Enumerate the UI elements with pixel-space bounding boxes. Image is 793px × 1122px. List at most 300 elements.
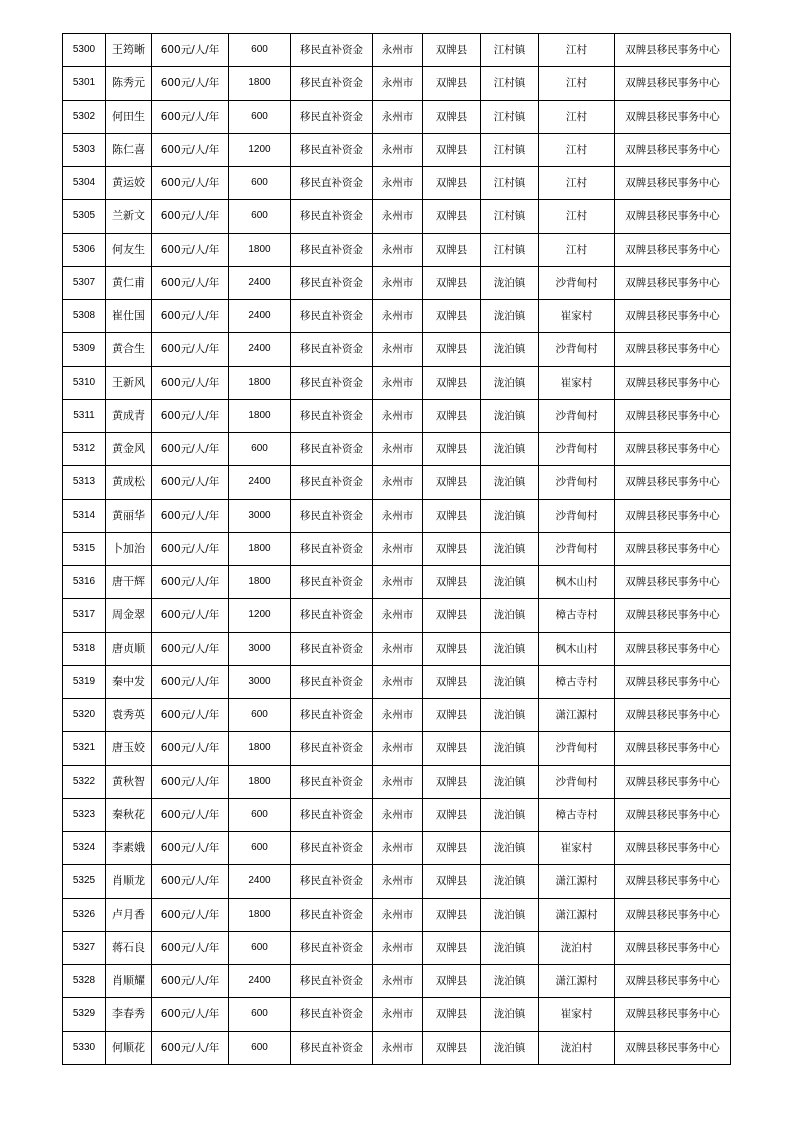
table-row: [63, 34, 731, 67]
person-name-cell: 袁秀英: [106, 699, 152, 732]
county-cell: 双牌县: [423, 233, 481, 266]
person-name-cell: 李春秀: [106, 998, 152, 1031]
village-cell: 樟古寺村: [539, 798, 615, 831]
city-cell: 永州市: [373, 133, 423, 166]
person-name-cell: 黄秋智: [106, 765, 152, 798]
city-cell: 永州市: [373, 300, 423, 333]
table-row: [63, 100, 731, 133]
fund-type-cell: 移民直补资金: [291, 998, 373, 1031]
table-row: [63, 67, 731, 100]
person-name-cell: 崔仕国: [106, 300, 152, 333]
subsidy-table: [62, 33, 731, 1065]
table-row: [63, 965, 731, 998]
table-row: [63, 366, 731, 399]
village-cell: 江村: [539, 233, 615, 266]
county-cell: 双牌县: [423, 798, 481, 831]
fund-type-cell: 移民直补资金: [291, 865, 373, 898]
county-cell: 双牌县: [423, 965, 481, 998]
fund-type-cell: 移民直补资金: [291, 765, 373, 798]
town-cell: 泷泊镇: [481, 1031, 539, 1064]
amount-cell: 600: [229, 100, 291, 133]
amount-cell: 1800: [229, 399, 291, 432]
table-row: [63, 200, 731, 233]
person-name-cell: 黄合生: [106, 333, 152, 366]
subsidy-standard-cell: 600元/人/年: [152, 167, 229, 200]
city-cell: 永州市: [373, 632, 423, 665]
city-cell: 永州市: [373, 765, 423, 798]
person-name-cell: 蒋石良: [106, 931, 152, 964]
person-name-cell: 王新风: [106, 366, 152, 399]
issuing-agency-cell: 双牌县移民事务中心: [615, 765, 731, 798]
county-cell: 双牌县: [423, 931, 481, 964]
row-number-cell: 5325: [63, 865, 106, 898]
amount-cell: 1800: [229, 67, 291, 100]
issuing-agency-cell: 双牌县移民事务中心: [615, 865, 731, 898]
county-cell: 双牌县: [423, 67, 481, 100]
table-row: [63, 532, 731, 565]
fund-type-cell: 移民直补资金: [291, 399, 373, 432]
fund-type-cell: 移民直补资金: [291, 100, 373, 133]
county-cell: 双牌县: [423, 499, 481, 532]
person-name-cell: 黄成松: [106, 466, 152, 499]
county-cell: 双牌县: [423, 366, 481, 399]
fund-type-cell: 移民直补资金: [291, 699, 373, 732]
subsidy-standard-cell: 600元/人/年: [152, 798, 229, 831]
person-name-cell: 黄丽华: [106, 499, 152, 532]
city-cell: 永州市: [373, 532, 423, 565]
city-cell: 永州市: [373, 366, 423, 399]
city-cell: 永州市: [373, 233, 423, 266]
town-cell: 泷泊镇: [481, 499, 539, 532]
subsidy-standard-cell: 600元/人/年: [152, 266, 229, 299]
city-cell: 永州市: [373, 167, 423, 200]
city-cell: 永州市: [373, 665, 423, 698]
amount-cell: 1200: [229, 599, 291, 632]
county-cell: 双牌县: [423, 466, 481, 499]
county-cell: 双牌县: [423, 665, 481, 698]
town-cell: 泷泊镇: [481, 366, 539, 399]
town-cell: 泷泊镇: [481, 865, 539, 898]
county-cell: 双牌县: [423, 133, 481, 166]
table-row: [63, 998, 731, 1031]
person-name-cell: 唐贞顺: [106, 632, 152, 665]
county-cell: 双牌县: [423, 1031, 481, 1064]
subsidy-standard-cell: 600元/人/年: [152, 599, 229, 632]
village-cell: 潇江源村: [539, 699, 615, 732]
town-cell: 泷泊镇: [481, 333, 539, 366]
fund-type-cell: 移民直补资金: [291, 599, 373, 632]
row-number-cell: 5309: [63, 333, 106, 366]
table-row: [63, 1031, 731, 1064]
subsidy-standard-cell: 600元/人/年: [152, 499, 229, 532]
person-name-cell: 黄仁甫: [106, 266, 152, 299]
issuing-agency-cell: 双牌县移民事务中心: [615, 532, 731, 565]
row-number-cell: 5317: [63, 599, 106, 632]
county-cell: 双牌县: [423, 632, 481, 665]
person-name-cell: 秦中发: [106, 665, 152, 698]
fund-type-cell: 移民直补资金: [291, 466, 373, 499]
town-cell: 江村镇: [481, 233, 539, 266]
subsidy-standard-cell: 600元/人/年: [152, 732, 229, 765]
city-cell: 永州市: [373, 466, 423, 499]
amount-cell: 1800: [229, 765, 291, 798]
village-cell: 崔家村: [539, 300, 615, 333]
amount-cell: 600: [229, 34, 291, 67]
subsidy-standard-cell: 600元/人/年: [152, 532, 229, 565]
person-name-cell: 肖顺耀: [106, 965, 152, 998]
person-name-cell: 兰新文: [106, 200, 152, 233]
row-number-cell: 5303: [63, 133, 106, 166]
town-cell: 泷泊镇: [481, 898, 539, 931]
table-row: [63, 931, 731, 964]
town-cell: 泷泊镇: [481, 699, 539, 732]
fund-type-cell: 移民直补资金: [291, 167, 373, 200]
row-number-cell: 5321: [63, 732, 106, 765]
table-row: [63, 333, 731, 366]
row-number-cell: 5301: [63, 67, 106, 100]
amount-cell: 1200: [229, 133, 291, 166]
town-cell: 江村镇: [481, 67, 539, 100]
row-number-cell: 5319: [63, 665, 106, 698]
row-number-cell: 5313: [63, 466, 106, 499]
amount-cell: 2400: [229, 466, 291, 499]
row-number-cell: 5322: [63, 765, 106, 798]
subsidy-standard-cell: 600元/人/年: [152, 566, 229, 599]
table-row: [63, 699, 731, 732]
fund-type-cell: 移民直补资金: [291, 1031, 373, 1064]
amount-cell: 1800: [229, 366, 291, 399]
village-cell: 潇江源村: [539, 865, 615, 898]
village-cell: 泷泊村: [539, 1031, 615, 1064]
person-name-cell: 卜加治: [106, 532, 152, 565]
issuing-agency-cell: 双牌县移民事务中心: [615, 566, 731, 599]
person-name-cell: 卢月香: [106, 898, 152, 931]
city-cell: 永州市: [373, 566, 423, 599]
county-cell: 双牌县: [423, 167, 481, 200]
issuing-agency-cell: 双牌县移民事务中心: [615, 100, 731, 133]
town-cell: 泷泊镇: [481, 832, 539, 865]
issuing-agency-cell: 双牌县移民事务中心: [615, 499, 731, 532]
issuing-agency-cell: 双牌县移民事务中心: [615, 699, 731, 732]
city-cell: 永州市: [373, 865, 423, 898]
amount-cell: 600: [229, 167, 291, 200]
person-name-cell: 周金翠: [106, 599, 152, 632]
row-number-cell: 5320: [63, 699, 106, 732]
person-name-cell: 唐干辉: [106, 566, 152, 599]
row-number-cell: 5300: [63, 34, 106, 67]
table-row: [63, 765, 731, 798]
subsidy-standard-cell: 600元/人/年: [152, 898, 229, 931]
city-cell: 永州市: [373, 965, 423, 998]
fund-type-cell: 移民直补资金: [291, 832, 373, 865]
amount-cell: 600: [229, 433, 291, 466]
amount-cell: 3000: [229, 665, 291, 698]
table-row: [63, 433, 731, 466]
fund-type-cell: 移民直补资金: [291, 366, 373, 399]
table-row: [63, 632, 731, 665]
amount-cell: 2400: [229, 300, 291, 333]
amount-cell: 600: [229, 832, 291, 865]
city-cell: 永州市: [373, 998, 423, 1031]
amount-cell: 600: [229, 699, 291, 732]
subsidy-standard-cell: 600元/人/年: [152, 832, 229, 865]
subsidy-standard-cell: 600元/人/年: [152, 998, 229, 1031]
subsidy-standard-cell: 600元/人/年: [152, 100, 229, 133]
person-name-cell: 何友生: [106, 233, 152, 266]
issuing-agency-cell: 双牌县移民事务中心: [615, 266, 731, 299]
person-name-cell: 何顺花: [106, 1031, 152, 1064]
row-number-cell: 5315: [63, 532, 106, 565]
row-number-cell: 5329: [63, 998, 106, 1031]
person-name-cell: 黄运姣: [106, 167, 152, 200]
town-cell: 泷泊镇: [481, 399, 539, 432]
subsidy-standard-cell: 600元/人/年: [152, 699, 229, 732]
city-cell: 永州市: [373, 333, 423, 366]
village-cell: 樟古寺村: [539, 665, 615, 698]
row-number-cell: 5306: [63, 233, 106, 266]
fund-type-cell: 移民直补资金: [291, 333, 373, 366]
amount-cell: 600: [229, 931, 291, 964]
subsidy-standard-cell: 600元/人/年: [152, 233, 229, 266]
row-number-cell: 5302: [63, 100, 106, 133]
table-row: [63, 665, 731, 698]
issuing-agency-cell: 双牌县移民事务中心: [615, 333, 731, 366]
issuing-agency-cell: 双牌县移民事务中心: [615, 599, 731, 632]
town-cell: 泷泊镇: [481, 732, 539, 765]
town-cell: 泷泊镇: [481, 798, 539, 831]
row-number-cell: 5328: [63, 965, 106, 998]
county-cell: 双牌县: [423, 699, 481, 732]
town-cell: 泷泊镇: [481, 931, 539, 964]
table-row: [63, 300, 731, 333]
town-cell: 泷泊镇: [481, 765, 539, 798]
city-cell: 永州市: [373, 898, 423, 931]
person-name-cell: 陈仁喜: [106, 133, 152, 166]
fund-type-cell: 移民直补资金: [291, 566, 373, 599]
issuing-agency-cell: 双牌县移民事务中心: [615, 133, 731, 166]
village-cell: 樟古寺村: [539, 599, 615, 632]
town-cell: 泷泊镇: [481, 599, 539, 632]
county-cell: 双牌县: [423, 832, 481, 865]
issuing-agency-cell: 双牌县移民事务中心: [615, 965, 731, 998]
amount-cell: 1800: [229, 566, 291, 599]
fund-type-cell: 移民直补资金: [291, 499, 373, 532]
issuing-agency-cell: 双牌县移民事务中心: [615, 931, 731, 964]
amount-cell: 600: [229, 998, 291, 1031]
table-row: [63, 865, 731, 898]
row-number-cell: 5310: [63, 366, 106, 399]
county-cell: 双牌县: [423, 433, 481, 466]
issuing-agency-cell: 双牌县移民事务中心: [615, 832, 731, 865]
city-cell: 永州市: [373, 931, 423, 964]
county-cell: 双牌县: [423, 200, 481, 233]
person-name-cell: 黄成青: [106, 399, 152, 432]
amount-cell: 600: [229, 798, 291, 831]
table-row: [63, 399, 731, 432]
fund-type-cell: 移民直补资金: [291, 67, 373, 100]
fund-type-cell: 移民直补资金: [291, 233, 373, 266]
county-cell: 双牌县: [423, 333, 481, 366]
issuing-agency-cell: 双牌县移民事务中心: [615, 798, 731, 831]
village-cell: 沙背甸村: [539, 732, 615, 765]
county-cell: 双牌县: [423, 599, 481, 632]
town-cell: 江村镇: [481, 34, 539, 67]
person-name-cell: 唐玉姣: [106, 732, 152, 765]
issuing-agency-cell: 双牌县移民事务中心: [615, 167, 731, 200]
village-cell: 江村: [539, 100, 615, 133]
issuing-agency-cell: 双牌县移民事务中心: [615, 34, 731, 67]
table-row: [63, 732, 731, 765]
subsidy-standard-cell: 600元/人/年: [152, 765, 229, 798]
issuing-agency-cell: 双牌县移民事务中心: [615, 665, 731, 698]
subsidy-standard-cell: 600元/人/年: [152, 632, 229, 665]
city-cell: 永州市: [373, 100, 423, 133]
table-row: [63, 466, 731, 499]
county-cell: 双牌县: [423, 532, 481, 565]
issuing-agency-cell: 双牌县移民事务中心: [615, 898, 731, 931]
amount-cell: 1800: [229, 898, 291, 931]
fund-type-cell: 移民直补资金: [291, 632, 373, 665]
fund-type-cell: 移民直补资金: [291, 300, 373, 333]
village-cell: 潇江源村: [539, 898, 615, 931]
subsidy-standard-cell: 600元/人/年: [152, 399, 229, 432]
subsidy-standard-cell: 600元/人/年: [152, 965, 229, 998]
table-row: [63, 566, 731, 599]
row-number-cell: 5326: [63, 898, 106, 931]
table-row: [63, 499, 731, 532]
fund-type-cell: 移民直补资金: [291, 965, 373, 998]
village-cell: 崔家村: [539, 366, 615, 399]
table-row: [63, 266, 731, 299]
issuing-agency-cell: 双牌县移民事务中心: [615, 1031, 731, 1064]
table-row: [63, 599, 731, 632]
table-row: [63, 233, 731, 266]
county-cell: 双牌县: [423, 998, 481, 1031]
village-cell: 沙背甸村: [539, 333, 615, 366]
amount-cell: 2400: [229, 865, 291, 898]
village-cell: 江村: [539, 67, 615, 100]
city-cell: 永州市: [373, 433, 423, 466]
county-cell: 双牌县: [423, 100, 481, 133]
town-cell: 泷泊镇: [481, 566, 539, 599]
issuing-agency-cell: 双牌县移民事务中心: [615, 998, 731, 1031]
town-cell: 江村镇: [481, 200, 539, 233]
amount-cell: 1800: [229, 233, 291, 266]
row-number-cell: 5312: [63, 433, 106, 466]
issuing-agency-cell: 双牌县移民事务中心: [615, 300, 731, 333]
table-row: [63, 798, 731, 831]
fund-type-cell: 移民直补资金: [291, 34, 373, 67]
town-cell: 江村镇: [481, 100, 539, 133]
city-cell: 永州市: [373, 266, 423, 299]
person-name-cell: 王筠晰: [106, 34, 152, 67]
village-cell: 崔家村: [539, 832, 615, 865]
row-number-cell: 5323: [63, 798, 106, 831]
row-number-cell: 5318: [63, 632, 106, 665]
person-name-cell: 秦秋花: [106, 798, 152, 831]
table-row: [63, 832, 731, 865]
village-cell: 沙背甸村: [539, 399, 615, 432]
table-row: [63, 898, 731, 931]
fund-type-cell: 移民直补资金: [291, 532, 373, 565]
issuing-agency-cell: 双牌县移民事务中心: [615, 399, 731, 432]
person-name-cell: 黄金风: [106, 433, 152, 466]
fund-type-cell: 移民直补资金: [291, 433, 373, 466]
village-cell: 江村: [539, 34, 615, 67]
village-cell: 沙背甸村: [539, 499, 615, 532]
city-cell: 永州市: [373, 1031, 423, 1064]
amount-cell: 600: [229, 1031, 291, 1064]
town-cell: 江村镇: [481, 167, 539, 200]
issuing-agency-cell: 双牌县移民事务中心: [615, 233, 731, 266]
village-cell: 江村: [539, 200, 615, 233]
town-cell: 泷泊镇: [481, 998, 539, 1031]
amount-cell: 2400: [229, 266, 291, 299]
issuing-agency-cell: 双牌县移民事务中心: [615, 632, 731, 665]
row-number-cell: 5308: [63, 300, 106, 333]
row-number-cell: 5330: [63, 1031, 106, 1064]
town-cell: 泷泊镇: [481, 965, 539, 998]
table-row: [63, 133, 731, 166]
row-number-cell: 5311: [63, 399, 106, 432]
county-cell: 双牌县: [423, 732, 481, 765]
city-cell: 永州市: [373, 832, 423, 865]
village-cell: 崔家村: [539, 998, 615, 1031]
county-cell: 双牌县: [423, 566, 481, 599]
person-name-cell: 肖顺龙: [106, 865, 152, 898]
subsidy-standard-cell: 600元/人/年: [152, 34, 229, 67]
subsidy-standard-cell: 600元/人/年: [152, 300, 229, 333]
issuing-agency-cell: 双牌县移民事务中心: [615, 67, 731, 100]
village-cell: 沙背甸村: [539, 433, 615, 466]
village-cell: 枫木山村: [539, 632, 615, 665]
city-cell: 永州市: [373, 798, 423, 831]
town-cell: 泷泊镇: [481, 532, 539, 565]
city-cell: 永州市: [373, 499, 423, 532]
subsidy-standard-cell: 600元/人/年: [152, 865, 229, 898]
subsidy-standard-cell: 600元/人/年: [152, 665, 229, 698]
city-cell: 永州市: [373, 67, 423, 100]
subsidy-standard-cell: 600元/人/年: [152, 67, 229, 100]
village-cell: 枫木山村: [539, 566, 615, 599]
county-cell: 双牌县: [423, 34, 481, 67]
amount-cell: 1800: [229, 732, 291, 765]
town-cell: 江村镇: [481, 133, 539, 166]
county-cell: 双牌县: [423, 898, 481, 931]
row-number-cell: 5316: [63, 566, 106, 599]
person-name-cell: 李素娥: [106, 832, 152, 865]
issuing-agency-cell: 双牌县移民事务中心: [615, 433, 731, 466]
village-cell: 沙背甸村: [539, 466, 615, 499]
town-cell: 泷泊镇: [481, 266, 539, 299]
county-cell: 双牌县: [423, 300, 481, 333]
county-cell: 双牌县: [423, 765, 481, 798]
county-cell: 双牌县: [423, 266, 481, 299]
person-name-cell: 陈秀元: [106, 67, 152, 100]
amount-cell: 2400: [229, 333, 291, 366]
village-cell: 江村: [539, 167, 615, 200]
town-cell: 泷泊镇: [481, 665, 539, 698]
row-number-cell: 5304: [63, 167, 106, 200]
city-cell: 永州市: [373, 732, 423, 765]
amount-cell: 3000: [229, 499, 291, 532]
row-number-cell: 5327: [63, 931, 106, 964]
town-cell: 泷泊镇: [481, 433, 539, 466]
village-cell: 泷泊村: [539, 931, 615, 964]
fund-type-cell: 移民直补资金: [291, 133, 373, 166]
fund-type-cell: 移民直补资金: [291, 931, 373, 964]
town-cell: 泷泊镇: [481, 300, 539, 333]
